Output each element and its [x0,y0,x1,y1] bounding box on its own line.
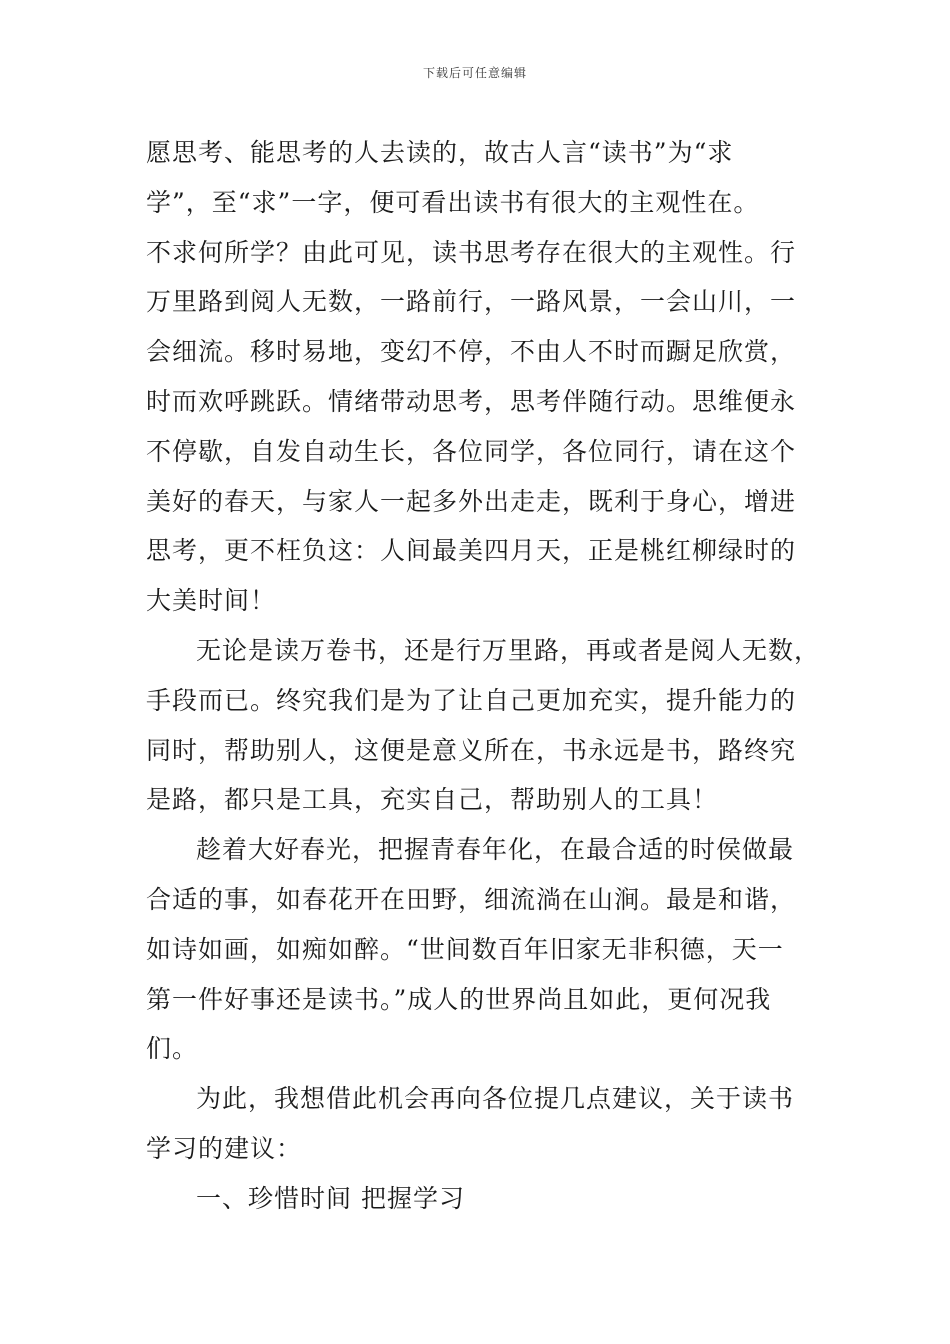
text-line: 为此，我想借此机会再向各位提几点建议，关于读书 [196,1084,795,1114]
text-line: 学”，至“求”一字，便可看出读书有很大的主观性在。 [146,187,760,217]
document-body [146,128,836,1224]
text-line: 学习的建议： [146,1133,303,1163]
text-line: 趁着大好春光，把握青春年化，在最合适的时侯做最 [196,835,795,865]
text-line: 同时，帮助别人，这便是意义所在，书永远是书，路终究 [146,735,797,765]
page-header-note: 下载后可任意编辑 [422,66,527,80]
text-line: 如诗如画，如痴如醉。“世间数百年旧家无非积德，天一 [146,934,784,964]
text-line: 第一件好事还是读书。”成人的世界尚且如此，更何况我 [146,984,772,1014]
text-line: 时而欢呼跳跃。情绪带动思考，思考伴随行动。思维便永 [146,386,797,416]
text-line: 思考，更不枉负这：人间最美四月天，正是桃红柳绿时的 [146,536,797,566]
text-line: 万里路到阅人无数，一路前行，一路风景，一会山川，一 [146,287,797,317]
text-line: 不停歇，自发自动生长，各位同学，各位同行，请在这个 [146,436,797,466]
text-line: 无论是读万卷书，还是行万里路，再或者是阅人无数， [196,635,821,665]
text-line: 不求何所学？由此可见，读书思考存在很大的主观性。行 [146,237,797,267]
text-line: 会细流。移时易地，变幻不停，不由人不时而蹰足欣赏， [146,337,797,367]
text-line: 美好的春天，与家人一起多外出走走，既利于身心，增进 [146,486,797,516]
text-line: 合适的事，如春花开在田野，细流淌在山涧。最是和谐， [146,884,797,914]
text-line: 愿思考、能思考的人去读的，故古人言“读书”为“求 [146,138,734,167]
text-line: 手段而已。终究我们是为了让自己更加充实，提升能力的 [146,685,797,715]
text-line: 是路，都只是工具，充实自己，帮助别人的工具！ [146,785,719,815]
text-line: 大美时间！ [146,586,277,616]
text-line: 们。 [146,1034,199,1064]
text-line: 一、珍惜时间 把握学习 [196,1183,465,1213]
